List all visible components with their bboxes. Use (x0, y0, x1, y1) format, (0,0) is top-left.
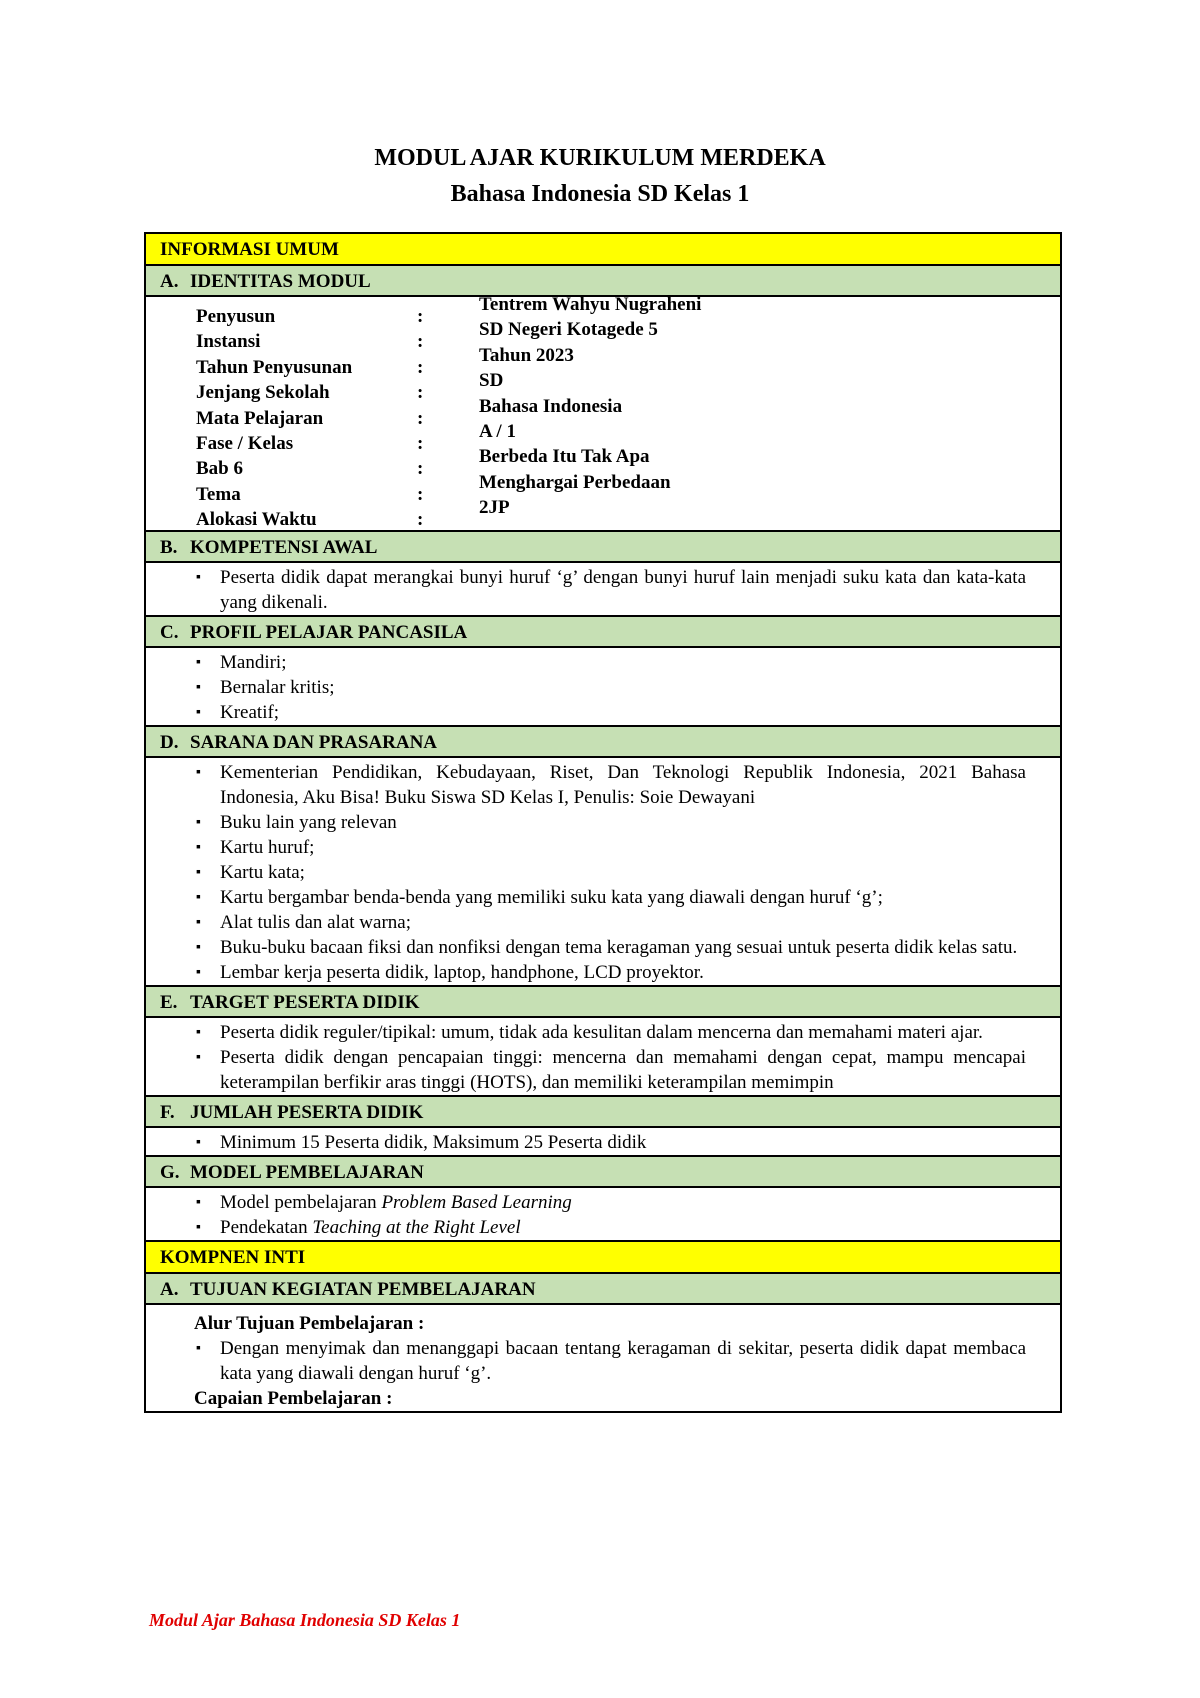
identitas-value: Berbeda Itu Tak Apa (479, 446, 650, 468)
list-item: ▪ Alat tulis dan alat warna; (194, 910, 1026, 935)
identitas-label: Instansi (196, 331, 261, 353)
section-heading: JUMLAH PESERTA DIDIK (190, 1101, 424, 1123)
list-item: ▪ Mandiri; (194, 650, 1026, 675)
list-item: ▪ Kartu huruf; (194, 835, 1026, 860)
identitas-colon: : (417, 356, 424, 378)
section-letter: F. (160, 1101, 175, 1123)
section-letter: B. (160, 536, 178, 558)
list-item: ▪ Pendekatan Teaching at the Right Level (194, 1215, 1026, 1240)
section-heading: MODEL PEMBELAJARAN (190, 1161, 424, 1183)
alur-tujuan-label: Alur Tujuan Pembelajaran : (194, 1312, 425, 1334)
identitas-colon: : (417, 483, 424, 505)
identitas-label: Tema (196, 483, 241, 505)
section-kompetensi-awal (146, 532, 1060, 563)
list-item: ▪ Model pembelajaran Problem Based Learning (194, 1190, 1026, 1215)
identitas-label: Penyusun (196, 306, 276, 327)
identitas-value: SD Negeri Kotagede 5 (479, 319, 658, 341)
section-heading: TUJUAN KEGIATAN PEMBELAJARAN (190, 1278, 536, 1300)
identitas-body (146, 294, 1060, 532)
list-item: ▪ Peserta didik reguler/tipikal: umum, tidak ada kesulitan dalam mencerna dan memahami materi ajar. (194, 1020, 1026, 1045)
section-informasi-umum: INFORMASI UMUM (146, 234, 1060, 266)
identitas-value: 2JP (479, 497, 510, 519)
identitas-value: Bahasa Indonesia (479, 395, 623, 417)
document-subtitle: Bahasa Indonesia SD Kelas 1 (450, 181, 750, 207)
list-item: ▪ Kreatif; (194, 700, 1026, 725)
list-item: ▪ Kartu bergambar benda-benda yang memiliki suku kata yang diawali dengan huruf ‘g’; (194, 885, 1026, 910)
list-item: ▪ Kementerian Pendidikan, Kebudayaan, Riset, Dan Teknologi Republik Indonesia, 2021 Bahasa Indonesia, Aku Bisa! Buku Siswa SD Kelas I, Penulis: Soie Dewayani (194, 760, 1026, 810)
section-letter: A. (160, 1278, 179, 1300)
list-item: ▪ Peserta didik dengan pencapaian tinggi: mencerna dan memahami dengan cepat, mampu mencapai keterampilan berfikir aras tinggi (HOTS), dan memiliki keterampilan memimpin (194, 1045, 1026, 1095)
section-letter: D. (160, 731, 179, 753)
identitas-label: Bab 6 (196, 458, 243, 480)
identitas-value: SD (479, 370, 504, 392)
list-item: ▪ Bernalar kritis; (194, 675, 1026, 700)
identitas-colon: : (417, 509, 424, 531)
identitas-label: Jenjang Sekolah (196, 382, 330, 404)
section-letter: G. (160, 1161, 180, 1183)
section-sarana-prasarana (146, 727, 1060, 758)
section-jumlah-peserta (146, 1097, 1060, 1128)
module-table (144, 232, 1062, 1413)
section-heading: KOMPETENSI AWAL (190, 536, 378, 558)
list-item: ▪ Buku lain yang relevan (194, 810, 1026, 835)
section-target-peserta (146, 987, 1060, 1018)
profil-pelajar-body (146, 648, 1060, 727)
identitas-value: Tahun 2023 (479, 344, 574, 366)
section-letter: E. (160, 991, 178, 1013)
identitas-colon: : (417, 407, 424, 429)
section-letter: C. (160, 621, 179, 643)
identitas-colon: : (417, 432, 424, 454)
jumlah-peserta-body (146, 1128, 1060, 1157)
document-title-block (0, 140, 1200, 212)
section-letter: A. (160, 271, 179, 292)
identitas-value: Tentrem Wahyu Nugraheni (479, 294, 702, 315)
identitas-colon: : (417, 331, 424, 353)
list-item: ▪ Peserta didik dapat merangkai bunyi huruf ‘g’ dengan bunyi huruf lain menjadi suku kata dan kata-kata yang dikenali. (194, 565, 1026, 615)
identitas-label: Fase / Kelas (196, 432, 294, 454)
kompetensi-awal-body (146, 563, 1060, 617)
target-peserta-body (146, 1018, 1060, 1097)
identitas-value: A / 1 (479, 420, 516, 442)
list-item: ▪ Buku-buku bacaan fiksi dan nonfiksi dengan tema keragaman yang sesuai untuk peserta didik kelas satu. (194, 935, 1026, 960)
page-footer: Modul Ajar Bahasa Indonesia SD Kelas 1 (149, 1610, 461, 1630)
sarana-prasarana-body (146, 758, 1060, 987)
list-item: ▪ Dengan menyimak dan menanggapi bacaan tentang keragaman di sekitar, peserta didik dapat membaca kata yang diawali dengan huruf ‘g’. (194, 1336, 1026, 1386)
document-title: MODUL AJAR KURIKULUM MERDEKA (374, 145, 826, 171)
section-heading: IDENTITAS MODUL (190, 271, 371, 292)
section-model-pembelajaran (146, 1157, 1060, 1188)
identitas-label: Alokasi Waktu (196, 509, 317, 531)
identitas-row (146, 497, 1060, 531)
capaian-label: Capaian Pembelajaran : (194, 1387, 393, 1409)
identitas-colon: : (417, 382, 424, 404)
list-item: ▪ Kartu kata; (194, 860, 1026, 885)
section-profil-pelajar (146, 617, 1060, 648)
identitas-label: Mata Pelajaran (196, 407, 324, 429)
identitas-colon: : (417, 458, 424, 480)
identitas-value: Menghargai Perbedaan (479, 471, 671, 493)
list-item: ▪ Lembar kerja peserta didik, laptop, handphone, LCD proyektor. (194, 960, 1026, 985)
section-tujuan-kegiatan (146, 1274, 1060, 1305)
section-komponen-inti: KOMPNEN INTI (146, 1242, 1060, 1274)
section-heading: TARGET PESERTA DIDIK (190, 991, 420, 1013)
list-item: ▪ Minimum 15 Peserta didik, Maksimum 25 Peserta didik (194, 1130, 1026, 1155)
model-pembelajaran-body (146, 1188, 1060, 1242)
identitas-colon: : (417, 306, 424, 327)
identitas-label: Tahun Penyusunan (196, 356, 353, 378)
section-heading: PROFIL PELAJAR PANCASILA (190, 621, 468, 643)
section-heading: SARANA DAN PRASARANA (190, 731, 438, 753)
tujuan-kegiatan-body (146, 1305, 1060, 1411)
